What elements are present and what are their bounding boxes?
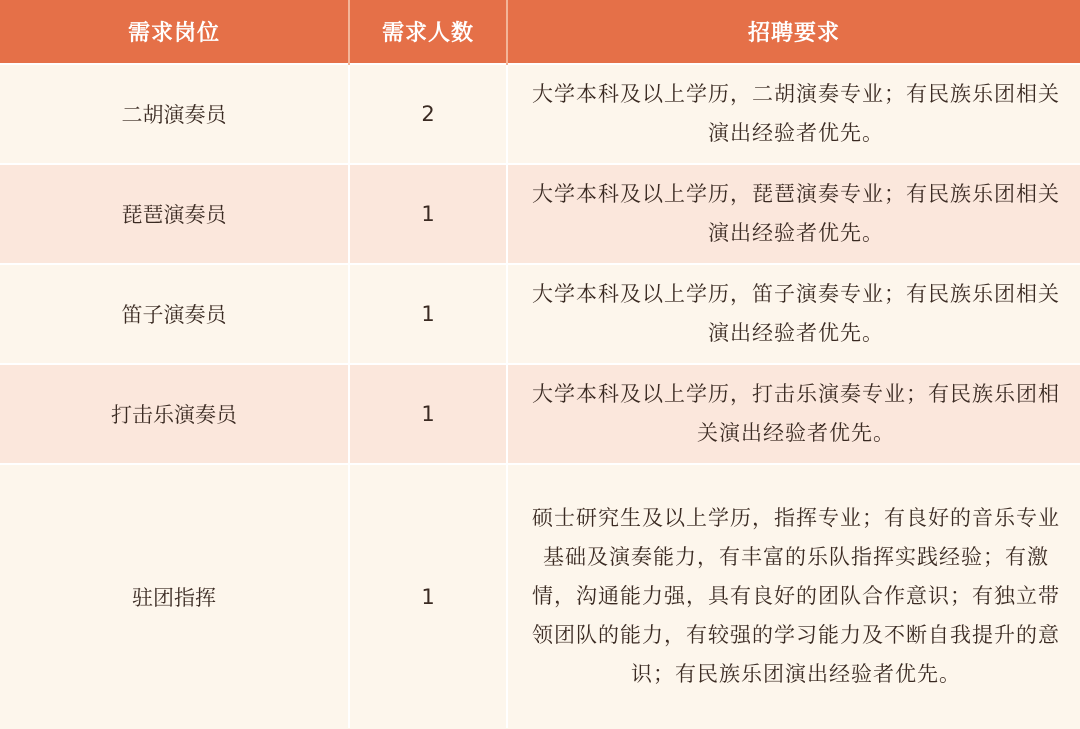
count-cell: 1 bbox=[349, 164, 507, 264]
table-row bbox=[0, 464, 1080, 728]
table-header-row bbox=[0, 0, 1080, 64]
table-row bbox=[0, 264, 1080, 364]
header-position: 需求岗位 bbox=[0, 0, 349, 64]
header-count: 需求人数 bbox=[349, 0, 507, 64]
position-cell: 笛子演奏员 bbox=[0, 264, 349, 364]
count-cell: 1 bbox=[349, 364, 507, 464]
requirement-cell: 硕士研究生及以上学历，指挥专业；有良好的音乐专业基础及演奏能力，有丰富的乐队指挥实践经验；有激情，沟通能力强，具有良好的团队合作意识；有独立带领团队的能力，有较强的学习能力及不断自我提升的意识；有民族乐团演出经验者优先。 bbox=[507, 464, 1080, 728]
requirement-cell: 大学本科及以上学历，琵琶演奏专业；有民族乐团相关演出经验者优先。 bbox=[507, 164, 1080, 264]
header-requirement: 招聘要求 bbox=[507, 0, 1080, 64]
position-cell: 驻团指挥 bbox=[0, 464, 349, 728]
count-cell: 1 bbox=[349, 264, 507, 364]
count-cell: 1 bbox=[349, 464, 507, 728]
requirement-cell: 大学本科及以上学历，打击乐演奏专业；有民族乐团相关演出经验者优先。 bbox=[507, 364, 1080, 464]
table-row bbox=[0, 64, 1080, 164]
table-row bbox=[0, 364, 1080, 464]
position-cell: 二胡演奏员 bbox=[0, 64, 349, 164]
position-cell: 琵琶演奏员 bbox=[0, 164, 349, 264]
requirement-cell: 大学本科及以上学历，笛子演奏专业；有民族乐团相关演出经验者优先。 bbox=[507, 264, 1080, 364]
requirement-cell: 大学本科及以上学历，二胡演奏专业；有民族乐团相关演出经验者优先。 bbox=[507, 64, 1080, 164]
table-row bbox=[0, 164, 1080, 264]
position-cell: 打击乐演奏员 bbox=[0, 364, 349, 464]
count-cell: 2 bbox=[349, 64, 507, 164]
